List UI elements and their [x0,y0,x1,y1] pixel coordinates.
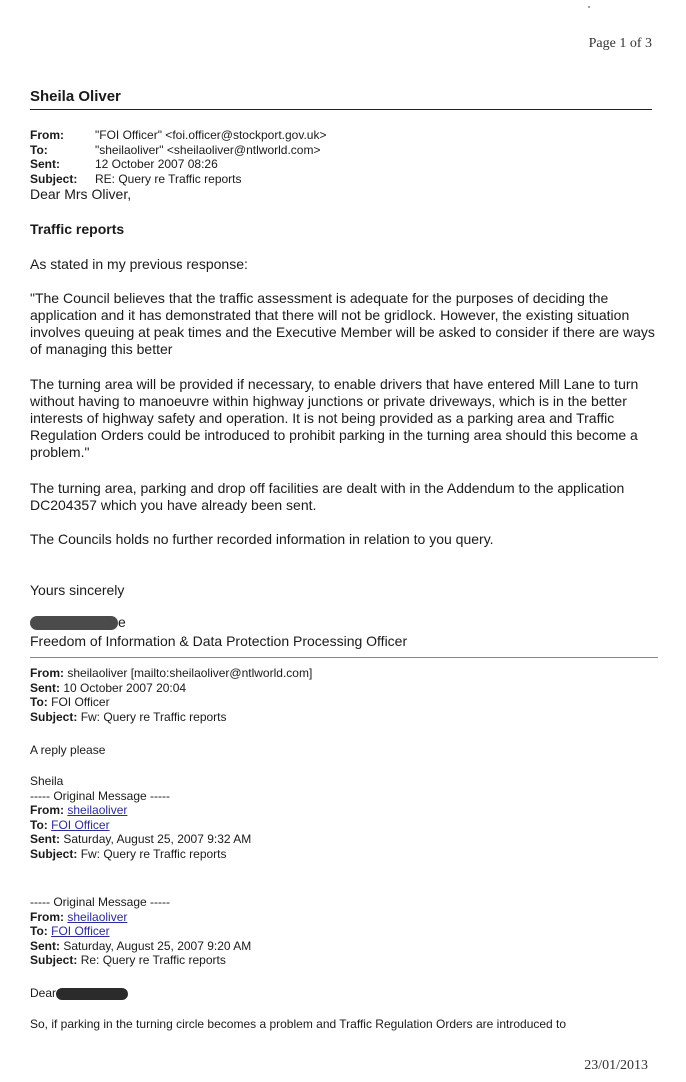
header-from-value: "FOI Officer" <foi.officer@stockport.gov.uk> [95,128,327,142]
header-sent-label: Sent: [30,157,60,171]
msg2-sent-label: Sent: [30,680,60,695]
email-header [30,128,326,186]
msg4-subject-label: Subject: [30,953,78,967]
msg4-sent-value: Saturday, August 25, 2007 9:20 AM [63,938,252,953]
msg2-signature: Sheila [30,774,64,788]
signoff: Yours sincerely [30,582,125,598]
greeting: Dear Mrs Oliver, [30,186,132,202]
msg4-body-start: So, if parking in the turning circle becomes a problem and Traffic Regulation Orders are introduced to [30,1017,567,1031]
header-to-label: To: [30,142,48,157]
header-from-row [30,128,326,143]
print-date: 23/01/2013 [584,1058,648,1073]
header-sent-row [30,157,326,172]
scan-speck [588,6,590,8]
msg4-greeting: Dear [30,986,57,1000]
header-subject-row [30,172,326,187]
msg4-to-label: To: [30,924,48,938]
msg2-body: A reply please [30,743,106,757]
header-rule [30,109,652,110]
msg3-sent-value: Saturday, August 25, 2007 9:32 AM [63,832,252,846]
redacted-name [30,616,118,630]
msg3-to-link[interactable]: FOI Officer [51,817,110,832]
msg4-to-link[interactable]: FOI Officer [51,924,110,938]
msg2-from-value: sheilaoliver [mailto:sheilaoliver@ntlworld.com] [67,666,313,680]
msg2-to-value: FOI Officer [51,695,110,709]
msg2-sent-value: 10 October 2007 20:04 [63,680,187,695]
msg3-subject-label: Subject: [30,846,78,861]
msg4-sent-label: Sent: [30,938,60,953]
signer-title: Freedom of Information & Data Protection Processing Officer [30,633,408,649]
msg2-from-label: From: [30,666,64,680]
msg3-divider: ----- Original Message ----- [30,788,171,803]
header-to-value: "sheilaoliver" <sheilaoliver@ntlworld.com> [95,142,321,157]
original-message-1 [30,774,660,861]
header-from-label: From: [30,128,64,142]
msg4-divider: ----- Original Message ----- [30,895,171,909]
msg4-greeting-line [30,986,660,1001]
msg2-subject-value: Fw: Query re Traffic reports [80,709,227,724]
signer-suffix: e [118,614,126,630]
original-message-2 [30,895,660,968]
quoted-paragraph-2: The turning area will be provided if necessary, to enable drivers that have entered Mill Lane to turn without having to manoeuvre within highway junctions or private driveways, which is in the better interests of highway safety and operation. It is not being provided as a parking area and Traffic Regulation Orders could be introduced to prohibit parking in the turning area should this become a problem." [30,376,639,460]
addendum-paragraph: The turning area, parking and drop off facilities are dealt with in the Addendum to the application DC204357 which you have already been sent. [30,480,625,513]
redacted-recipient [56,988,128,1000]
signer-name-line [30,614,655,631]
header-sent-value: 12 October 2007 08:26 [95,157,218,171]
header-subject-value: RE: Query re Traffic reports [95,171,242,186]
quoted-paragraph-1: "The Council believes that the traffic assessment is adequate for the purposes of deciding the application and it has demonstrated that there will not be gridlock. However, the existing situation involves queuing at peak times and the Executive Member will be asked to consider if there are ways of managing this better [30,290,655,357]
msg4-subject-value: Re: Query re Traffic reports [80,953,226,967]
mailbox-owner-name: Sheila Oliver [30,88,121,105]
msg2-subject-label: Subject: [30,709,78,724]
header-subject-label: Subject: [30,171,78,186]
msg3-to-label: To: [30,817,48,832]
msg3-from-link[interactable]: sheilaoliver [67,803,128,817]
msg4-from-label: From: [30,909,64,924]
msg2-to-label: To: [30,695,48,709]
msg3-subject-value: Fw: Query re Traffic reports [80,846,227,861]
message-divider [30,657,658,658]
msg3-from-label: From: [30,803,64,817]
msg3-sent-label: Sent: [30,832,60,846]
intro-paragraph: As stated in my previous response: [30,256,248,272]
forwarded-header [30,666,660,724]
msg4-from-link[interactable]: sheilaoliver [67,909,128,924]
page-number: Page 1 of 3 [588,36,652,51]
no-further-info-paragraph: The Councils holds no further recorded information in relation to you query. [30,531,494,547]
section-heading: Traffic reports [30,221,125,237]
header-to-row [30,143,326,158]
